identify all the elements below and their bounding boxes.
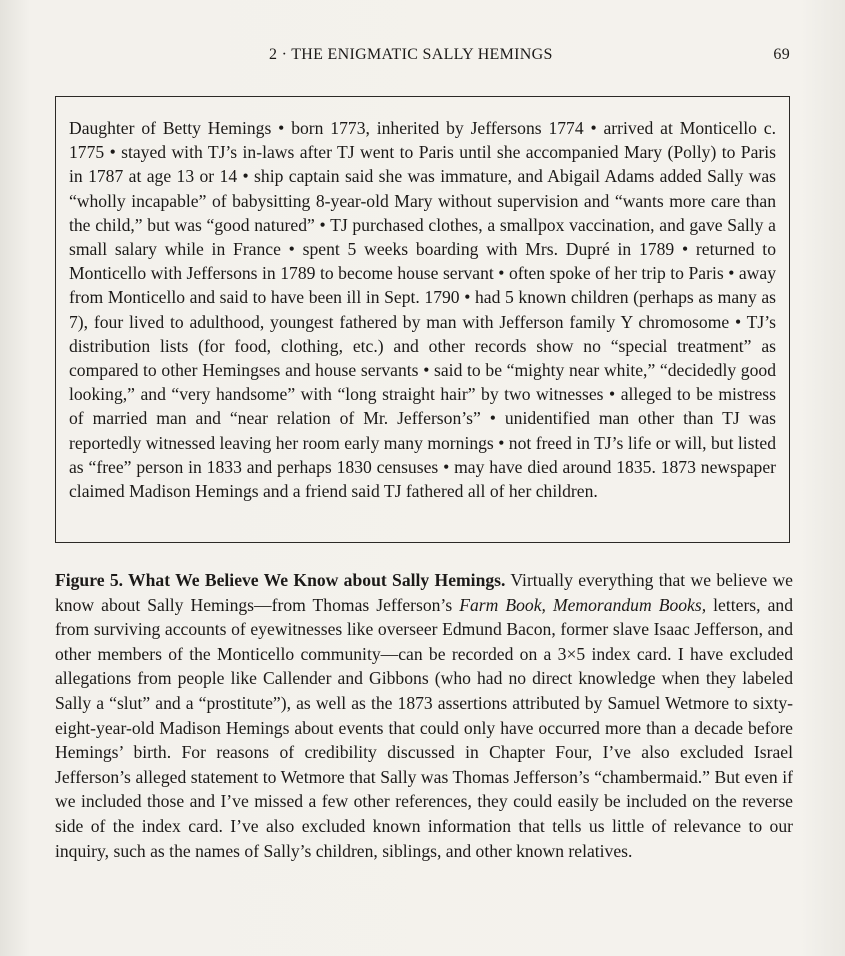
figure-caption-italic-titles: Farm Book, Memorandum Books,: [459, 594, 707, 615]
figure-caption-label: Figure 5. What We Believe We Know about Sally Hemings.: [55, 570, 506, 590]
page-number: 69: [773, 46, 790, 63]
figure-caption-text-2: letters, and from surviving accounts of eyewitnesses like overseer Edmund Bacon, former slave Isaac Jefferson, and other members of the Monticello community—can be recorded on a 3×5 index card. I have excluded allegations from people like Callender and Gibbons (who had no direct knowledge when they labeled Sally a “slut” and a “prostitute”), as well as the 1873 assertions attributed by Samuel Wetmore to sixty-eight-year-old Madison Hemings about events that could only have occurred more than a decade before Hemings’ birth. For reasons of credibility discussed in Chapter Four, I’ve also excluded Israel Jefferson’s alleged statement to Wetmore that Sally was Thomas Jefferson’s “chambermaid.” But even if we included those and I’ve missed a few other references, they could easily be included on the reverse side of the index card. I’ve also excluded known information that tells us little of relevance to our inquiry, such as the names of Sally’s children, siblings, and other known relatives.: [55, 594, 793, 861]
running-head: [0, 44, 845, 68]
index-card-text: Daughter of Betty Hemings • born 1773, inherited by Jeffersons 1774 • arrived at Monticello c. 1775 • stayed with TJ’s in-laws after TJ went to Paris until she accompanied Mary (Polly) to Paris in 1787 at age 13 or 14 • ship captain said she was immature, and Abigail Adams added Sally was “wholly incapable” of babysitting 8-year-old Mary without supervision and “wants more care than the child,” but was “good natured” • TJ purchased clothes, a smallpox vaccination, and gave Sally a small salary while in France • spent 5 weeks boarding with Mrs. Dupré in 1789 • returned to Monticello with Jeffersons in 1789 to become house servant • often spoke of her trip to Paris • away from Monticello and said to have been ill in Sept. 1790 • had 5 known children (perhaps as many as 7), four lived to adulthood, youngest fathered by man with Jefferson family Y chromosome • TJ’s distribution lists (for food, clothing, etc.) and other records show no “special treatment” as compared to other Hemingses and house servants • said to be “mighty near white,” “decidedly good looking,” and “very handsome” with “long straight hair” by two witnesses • alleged to be mistress of married man and “near relation of Mr. Jefferson’s” • unidentified man other than TJ was reportedly witnessed leaving her room early many mornings • not freed in TJ’s life or will, but listed as “free” person in 1833 and perhaps 1830 censuses • may have died around 1835. 1873 newspaper claimed Madison Hemings and a friend said TJ fathered all of her children.: [69, 118, 776, 502]
figure-caption-text-1: Virtually everything that we believe we know about Sally Hemings—from Thomas Jefferson’s: [55, 570, 793, 615]
figure-caption: [55, 568, 793, 863]
running-head-title: 2 · THE ENIGMATIC SALLY HEMINGS: [269, 46, 553, 63]
index-card-box: [55, 96, 790, 543]
